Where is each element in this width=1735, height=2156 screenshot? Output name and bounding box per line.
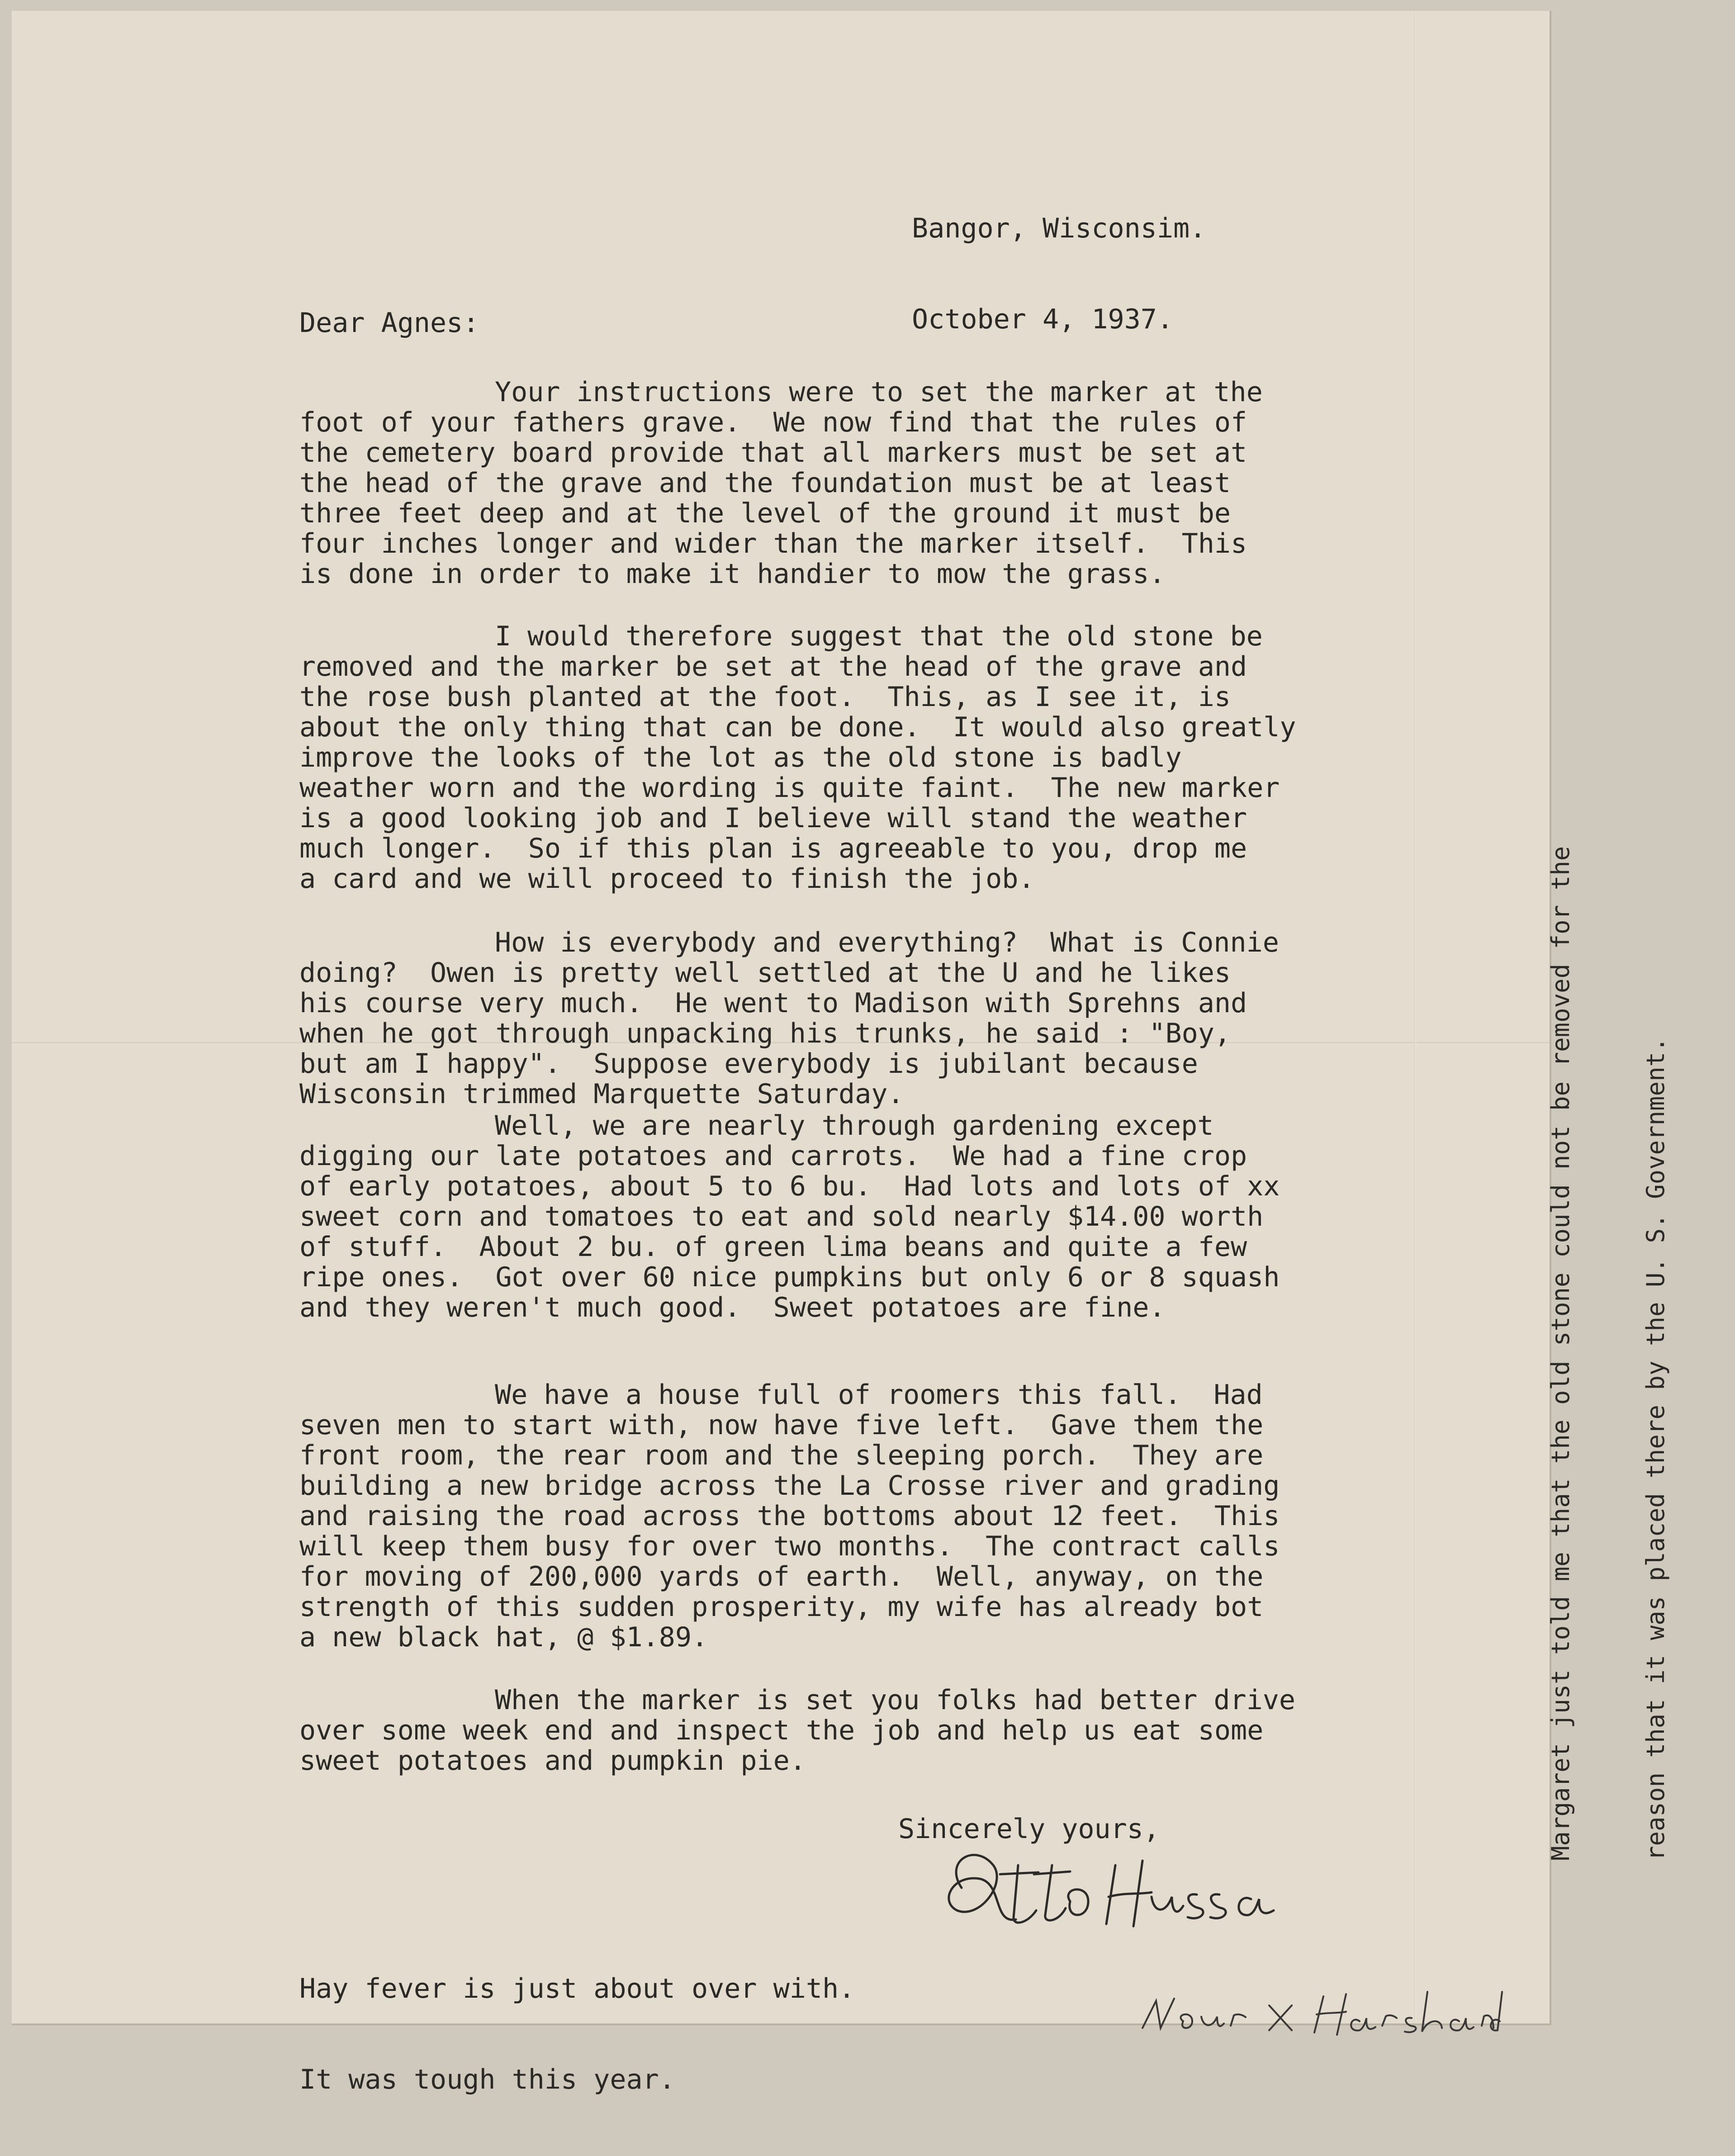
paragraph-first-line: When the marker is set you folks had better drive [495, 1684, 1296, 1716]
handwritten-signature [925, 1834, 1278, 1942]
paragraph-line: front room, the rear room and the sleeping porch. They are [299, 1440, 1264, 1471]
paragraph-line: the cemetery board provide that all markers must be set at [299, 437, 1247, 469]
paragraph-line: is done in order to make it handier to mow the grass. [299, 558, 1166, 590]
paragraph-line: removed and the marker be set at the head of the grave and [299, 651, 1247, 682]
paragraph-line: a new black hat, @ $1.89. [299, 1621, 708, 1653]
paragraph-line: foot of your fathers grave. We now find that the rules of [299, 407, 1247, 438]
paragraph-line: building a new bridge across the La Crosse river and grading [299, 1470, 1280, 1502]
paragraph-line: of early potatoes, about 5 to 6 bu. Had lots and lots of xx [299, 1170, 1280, 1202]
paragraph-line: strength of this sudden prosperity, my wife has already bot [299, 1591, 1264, 1623]
paragraph-line: about the only thing that can be done. It would also greatly [299, 711, 1296, 743]
letter-heading [912, 153, 1206, 395]
paragraph-first-line: I would therefore suggest that the old stone be [495, 621, 1263, 652]
paragraph-first-line: Well, we are nearly through gardening except [495, 1110, 1214, 1142]
paragraph-line: for moving of 200,000 yards of earth. Well, anyway, on the [299, 1561, 1264, 1592]
letter-place: Bangor, Wisconsim. [912, 213, 1206, 244]
letter-sheet [12, 11, 1670, 2095]
paragraph-line: seven men to start with, now have five left. Gave them the [299, 1409, 1264, 1441]
paragraph-line: a card and we will proceed to finish the job. [299, 863, 1035, 895]
paragraph-line: but am I happy". Suppose everybody is jubilant because [299, 1048, 1198, 1080]
paragraph-line: doing? Owen is pretty well settled at the U and he likes [299, 957, 1231, 989]
paragraph-line: four inches longer and wider than the marker itself. This [299, 528, 1247, 559]
paragraph-first-line: Your instructions were to set the marker at the [495, 376, 1263, 408]
letter-date: October 4, 1937. [912, 303, 1173, 335]
paragraph-line: improve the looks of the lot as the old stone is badly [299, 742, 1182, 773]
postscript-line: Hay fever is just about over with. [299, 1973, 855, 2004]
paragraph-line: of stuff. About 2 bu. of green lima beans and quite a few [299, 1231, 1247, 1263]
vertical-fold-crease [1414, 11, 1416, 2023]
paragraph-line: and raising the road across the bottoms about 12 feet. This [299, 1500, 1280, 1532]
paragraph-line: sweet potatoes and pumpkin pie. [299, 1745, 806, 1777]
postscript-line: It was tough this year. [299, 2064, 675, 2095]
paragraph-line: the rose bush planted at the foot. This, as I see it, is [299, 681, 1231, 713]
letter-postscript [299, 1913, 855, 2156]
paragraph-line: his course very much. He went to Madison with Sprehns and [299, 987, 1247, 1019]
paragraph-line: when he got through unpacking his trunks, he said : "Boy, [299, 1018, 1231, 1049]
paragraph-line: three feet deep and at the level of the ground it must be [299, 498, 1231, 529]
margin-note-line: reason that it was placed there by the U. S. Government. [1641, 1037, 1670, 1861]
paragraph-line: digging our late potatoes and carrots. We had a fine crop [299, 1140, 1247, 1172]
paragraph-line: is a good looking job and I believe will stand the weather [299, 802, 1247, 834]
paragraph-first-line: We have a house full of roomers this fall. Had [495, 1379, 1263, 1411]
handwritten-husband-note [1133, 1978, 1504, 2046]
paragraph-line: the head of the grave and the foundation must be at least [299, 467, 1231, 499]
paragraph-first-line: How is everybody and everything? What is Connie [495, 927, 1279, 958]
margin-note-line: Margaret just told me that the old stone could not be removed for the [1546, 846, 1575, 1861]
letter-closing: Sincerely yours, [898, 1813, 1160, 1845]
paragraph-line: sweet corn and tomatoes to eat and sold nearly $14.00 worth [299, 1201, 1264, 1232]
paragraph-line: over some week end and inspect the job and help us eat some [299, 1715, 1264, 1746]
paragraph-line: Wisconsin trimmed Marquette Saturday. [299, 1078, 904, 1110]
paragraph-line: weather worn and the wording is quite faint. The new marker [299, 772, 1280, 804]
paragraph-line: ripe ones. Got over 60 nice pumpkins but only 6 or 8 squash [299, 1261, 1280, 1293]
margin-note [1482, 594, 1735, 1861]
letter-salutation: Dear Agnes: [299, 307, 479, 339]
paragraph-line: and they weren't much good. Sweet potatoes are fine. [299, 1292, 1166, 1323]
paragraph-line: will keep them busy for over two months. The contract calls [299, 1531, 1280, 1562]
paragraph-line: much longer. So if this plan is agreeable to you, drop me [299, 833, 1247, 864]
